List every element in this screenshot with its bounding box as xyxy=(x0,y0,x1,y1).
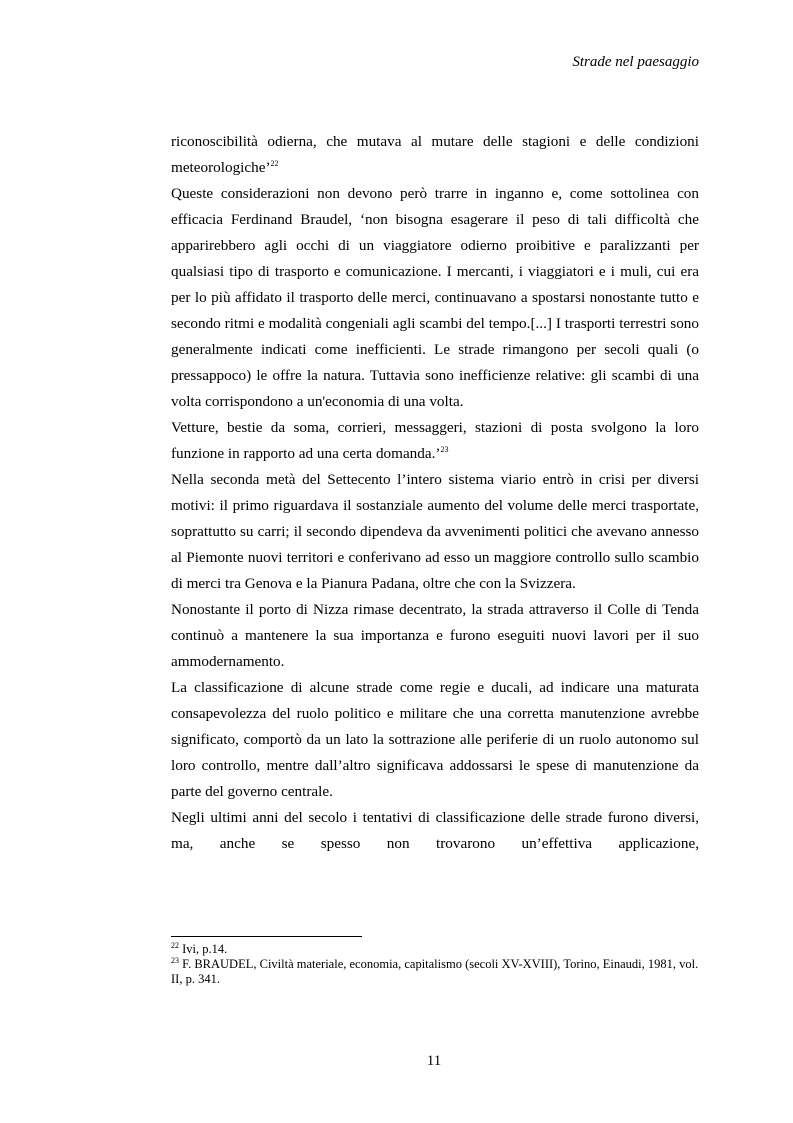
paragraph-text: Negli ultimi anni del secolo i tentativi di classificazione delle strade furono diversi, ma, anche se spesso non trovarono un’effettiva applicazione, xyxy=(171,809,699,852)
footnote-number: 23 xyxy=(171,955,179,965)
paragraph xyxy=(171,181,699,415)
paragraph xyxy=(171,467,699,597)
footnote-number: 22 xyxy=(171,940,179,950)
footnote xyxy=(171,957,699,987)
footnote-ref: 22 xyxy=(270,158,279,168)
paragraph-text: Nella seconda metà del Settecento l’intero sistema viario entrò in crisi per diversi motivi: il primo riguardava il sostanziale aumento del volume delle merci trasportate, soprattutto su carri; il secondo dipendeva da avvenimenti politici che avevano annesso al Piemonte nuovi territori e conferivano ad esso un maggiore controllo sullo scambio di merci tra Genova e la Pianura Padana, oltre che con la Svizzera. xyxy=(171,471,699,592)
paragraph-text: La classificazione di alcune strade come regie e ducali, ad indicare una maturata consapevolezza del ruolo politico e militare che una corretta manutenzione avrebbe significato, comportò da un lato la sottrazione alle periferie di un ruolo autonomo sul loro controllo, mentre dall’altro significava addossarsi le spese di manutenzione da parte del governo centrale. xyxy=(171,679,699,800)
paragraph-text: Vetture, bestie da soma, corrieri, messaggeri, stazioni di posta svolgono la loro funzione in rapporto ad una certa domanda.’ xyxy=(171,419,699,462)
footnote-text: Ivi, p.14. xyxy=(182,942,228,956)
paragraph xyxy=(171,129,699,181)
body-text xyxy=(171,129,699,857)
page-number: 11 xyxy=(426,1053,442,1069)
footnotes xyxy=(171,942,699,987)
running-header: Strade nel paesaggio xyxy=(572,54,699,70)
paragraph-text: Queste considerazioni non devono però trarre in inganno e, come sottolinea con efficacia Ferdinand Braudel, ‘non bisogna esagerare il peso di tali difficoltà che apparirebbero agli occhi di un viaggiatore odierno proibitive e paralizzanti per qualsiasi tipo di trasporto e comunicazione. I mercanti, i viaggiatori e i muli, cui era per lo più affidato il trasporto delle merci, continuavano a spostarsi nonostante tutto e secondo ritmi e modalità congeniali agli scambi del tempo.[...] I trasporti terrestri sono generalmente indicati come inefficienti. Le strade rimangono per secoli quali (o pressappoco) le offre la natura. Tuttavia sono inefficienze relative: gli scambi di una volta corrispondono a un'economia di una volta. xyxy=(171,185,699,410)
paragraph xyxy=(171,597,699,675)
paragraph-text: Nonostante il porto di Nizza rimase decentrato, la strada attraverso il Colle di Tenda continuò a mantenere la sua importanza e furono eseguiti nuovi lavori per il suo ammodernamento. xyxy=(171,601,699,670)
footnote-text: F. BRAUDEL, Civiltà materiale, economia, capitalismo (secoli XV-XVIII), Torino, Einaudi, 1981, vol. II, p. 341. xyxy=(171,957,699,986)
paragraph xyxy=(171,415,699,467)
paragraph xyxy=(171,675,699,805)
footnote-ref: 23 xyxy=(440,444,449,454)
paragraph xyxy=(171,805,699,857)
footnote-separator xyxy=(171,936,362,937)
footnote xyxy=(171,942,699,957)
paragraph-text: riconoscibilità odierna, che mutava al mutare delle stagioni e delle condizioni meteorologiche’ xyxy=(171,133,699,176)
